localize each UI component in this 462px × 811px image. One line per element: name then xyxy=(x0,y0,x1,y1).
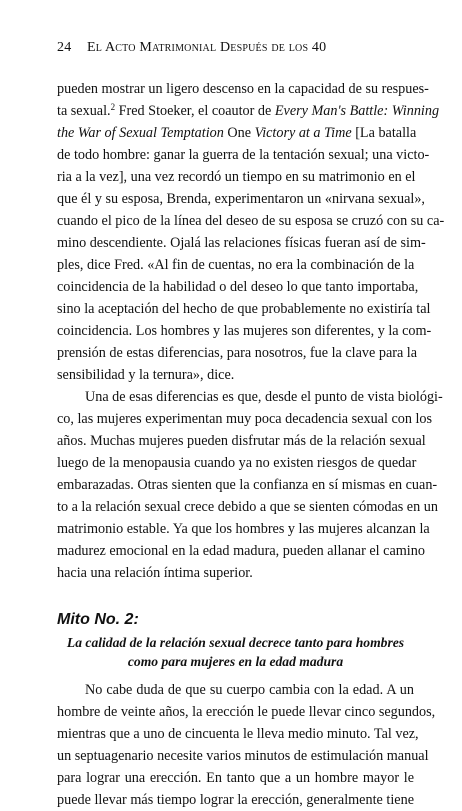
subheading-line: La calidad de la relación sexual decrece tanto para hombres xyxy=(66,635,405,650)
section-gap xyxy=(57,584,414,607)
text-line: de todo hombre: ganar la guerra de la tentación sexual; una victo- xyxy=(57,147,430,163)
text-line: matrimonio estable. Ya que los hombres y las mujeres alcanzan la xyxy=(57,521,430,537)
text-line: madurez emocional en la edad madura, pueden allanar el camino xyxy=(57,543,425,559)
text-line: años. Muchas mujeres pueden disfrutar más de la relación sexual xyxy=(57,433,426,449)
text-line: ples, dice Fred. «Al fin de cuentas, no era la combinación de la xyxy=(57,257,415,273)
text-line: co, las mujeres experimentan muy poca decadencia sexual con los xyxy=(57,411,433,427)
text-line: ria a la vez], una vez recordó un tiempo en su matrimonio en el xyxy=(57,169,416,185)
text-run: [La batalla xyxy=(351,125,417,141)
paragraph-3 xyxy=(57,679,436,811)
text-line: luego de la menopausia cuando ya no existen riesgos de quedar xyxy=(57,455,417,471)
text-line: que él y su esposa, Brenda, experimentaron un «nirvana sexual», xyxy=(57,191,425,207)
text-line: mino descendiente. Ojalá las relaciones físicas fueran así de sim- xyxy=(57,235,426,251)
page-body xyxy=(57,78,445,811)
text-line xyxy=(57,100,440,122)
text-line: mientras que a uno de cincuenta le lleva medio minuto. Tal vez, xyxy=(57,726,419,742)
page-number: 24 xyxy=(57,40,72,55)
book-title: Every Man's Battle: Winning xyxy=(274,103,440,119)
text-line: embarazadas. Otras sienten que la confianza en sí mismas en cuan- xyxy=(57,477,438,493)
footnote-ref: 2 xyxy=(110,102,116,112)
subhead-gap xyxy=(57,671,414,679)
text-line: para lograr una erección. En tanto que a un hombre mayor le xyxy=(57,770,414,786)
text-line: puede llevar más tiempo lograr la erección, generalmente tiene xyxy=(57,792,414,808)
text-run: Fred Stoeker, el coautor de xyxy=(115,103,275,119)
text-run: ta sexual. xyxy=(57,103,111,119)
text-line: hombre de veinte años, la erección le puede llevar cinco segundos, xyxy=(57,704,436,720)
paragraph-2 xyxy=(57,386,443,584)
section-subheading xyxy=(57,633,414,671)
text-line: prensión de estas diferencias, para nosotros, fue la clave para la xyxy=(57,345,418,361)
text-line: Una de esas diferencias es que, desde el punto de vista biológi- xyxy=(85,389,443,405)
text-line: hacia una relación íntima superior. xyxy=(57,565,253,581)
running-title: El Acto Matrimonial Después de los 40 xyxy=(87,40,327,55)
text-line xyxy=(57,122,417,144)
text-line: un septuagenario necesite varios minutos de estimulación manual xyxy=(57,748,429,764)
text-run: One xyxy=(223,125,255,141)
text-line: sino la aceptación del hecho de que probablemente no existiría tal xyxy=(57,301,431,317)
text-line: pueden mostrar un ligero descenso en la capacidad de su respues- xyxy=(57,81,429,97)
text-line: to a la relación sexual crece debido a que se sienten cómodas en un xyxy=(57,499,438,515)
text-line: coincidencia. Los hombres y las mujeres son diferentes, y la com- xyxy=(57,323,432,339)
running-head xyxy=(57,40,417,56)
text-line: No cabe duda de que su cuerpo cambia con la edad. A un xyxy=(85,682,414,698)
book-title: the War of Sexual Temptation xyxy=(57,125,224,141)
book-title: Victory at a Time xyxy=(254,125,352,141)
subheading-line: como para mujeres en la edad madura xyxy=(127,654,344,669)
text-line: coincidencia de la habilidad o del deseo lo que tanto importaba, xyxy=(57,279,419,295)
text-line: sensibilidad y la ternura», dice. xyxy=(57,367,235,383)
paragraph-1 xyxy=(57,78,445,386)
text-line: cuando el pico de la línea del deseo de su esposa se cruzó con su ca- xyxy=(57,213,445,229)
section-heading: Mito No. 2: xyxy=(57,611,139,628)
